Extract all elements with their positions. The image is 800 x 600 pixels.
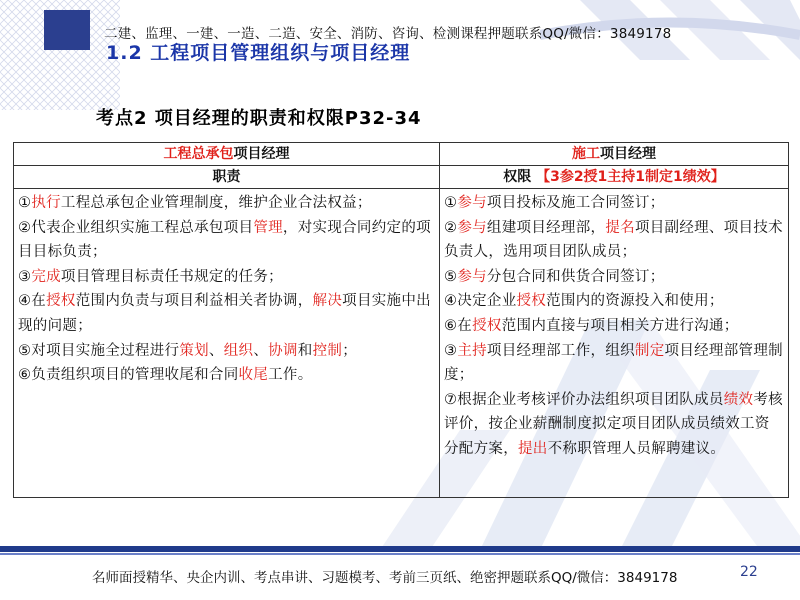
left-duties-list [18,191,435,388]
item-text: 范围内直接与项目相关方进行沟通； [501,317,739,334]
highlight-keyword: 制定 [634,342,665,359]
point-title: 考点2 项目经理的职责和权限P32-34 [96,108,422,129]
item-text: 项目实施中出现的问题； [18,293,431,334]
item-text: ② [444,219,458,236]
left-title-rest: 项目经理 [233,146,290,162]
item-text: ，对实现合同约定的项目目标负责； [18,219,431,261]
right-subtitle-main: 权限 [503,169,532,185]
item-text: ④在 [18,293,47,310]
left-column-title [14,143,440,166]
item-text: ① [18,195,32,211]
left-title-highlight: 工程总承包 [163,146,234,162]
left-subtitle: 职责 [212,169,241,185]
right-list-item [444,265,784,290]
right-title-highlight: 施工 [572,146,600,162]
highlight-keyword: 组织 [223,342,254,359]
footer-band [0,546,800,552]
item-text: ③ [18,268,32,285]
left-list-item [18,265,435,290]
item-text: 工程总承包企业管理制度，维护企业合法权益； [60,195,372,211]
right-column-subtitle [440,166,789,189]
item-text: 项目经理部管理制度； [444,342,783,384]
highlight-keyword: 管理 [253,219,283,236]
item-text: 不称职管理人员解聘建议。 [547,440,726,457]
duties-authority-table [13,142,789,498]
highlight-keyword: 授权 [516,293,547,310]
item-text: 项目副经理、项目技术负责人，选用项目团队成员； [444,219,783,261]
highlight-keyword: 策划 [179,342,209,359]
right-list-item [444,216,784,265]
left-list-item [18,339,435,364]
item-text: 、 [208,342,224,359]
item-text: 考核评价，按企业薪酬制度拟定项目团队成员绩效工资分配方案， [444,391,783,457]
header-notice: 二建、监理、一建、一造、二造、安全、消防、咨询、检测课程押题联系QQ/微信：3849178 [104,26,672,42]
highlight-keyword: 执行 [31,195,61,211]
item-text: ③ [444,342,458,359]
left-list-item [18,191,435,216]
section-title: 1.2 工程项目管理组织与项目经理 [106,42,411,64]
table-subheader-row [14,166,789,189]
item-text: 项目管理目标责任书规定的任务； [60,268,283,285]
highlight-keyword: 参与 [457,268,487,285]
item-text: ⑤对项目实施全过程进行 [18,342,180,359]
highlight-keyword: 解决 [312,293,343,310]
highlight-keyword: 授权 [46,293,76,310]
item-text: ① [444,195,458,211]
item-text: ④决定企业 [444,293,517,310]
item-text: 分包合同和供货合同签订； [486,268,665,285]
page-number: 22 [740,564,758,580]
item-text: 工作。 [268,367,313,384]
item-text: ②代表企业组织实施工程总承包项目 [18,219,254,236]
left-duties-cell [14,189,440,498]
item-text: 项目经理部工作，组织 [486,342,635,359]
highlight-keyword: 绩效 [723,391,754,408]
highlight-keyword: 主持 [457,342,487,359]
table-body-row [14,189,789,498]
right-list-item [444,314,784,339]
item-text: ⑦根据企业考核评价办法组织项目团队成员 [444,391,724,408]
item-text: ； [342,342,357,359]
right-list-item [444,191,784,216]
item-text: 组建项目经理部， [486,219,606,236]
highlight-keyword: 控制 [312,342,343,359]
item-text: ⑥负责组织项目的管理收尾和合同 [18,367,239,384]
highlight-keyword: 提名 [605,219,635,236]
left-list-item [18,363,435,388]
right-list-item [444,339,784,388]
table-header-row [14,143,789,166]
item-text: 项目投标及施工合同签订； [486,195,665,211]
right-list-item [444,289,784,314]
right-authority-list [444,191,784,462]
item-text: 范围内的资源投入和使用； [546,293,724,310]
highlight-keyword: 收尾 [238,367,269,384]
right-column-title [440,143,789,166]
highlight-keyword: 参与 [457,219,487,236]
highlight-keyword: 参与 [457,195,487,211]
item-text: 范围内负责与项目利益相关者协调， [75,293,313,310]
highlight-keyword: 提出 [518,440,548,457]
item-text: 和 [297,342,313,359]
header-square-decoration [44,10,90,50]
right-list-item [444,388,784,462]
left-list-item [18,216,435,265]
footer-band-thin [0,553,800,555]
left-column-subtitle [14,166,440,189]
highlight-keyword: 完成 [31,268,61,285]
right-subtitle-mnemonic: 【3参2授1主持1制定1绩效】 [536,169,725,185]
left-list-item [18,289,435,338]
item-text: 、 [253,342,269,359]
item-text: ⑤ [444,268,458,285]
item-text: ⑥在 [444,317,473,334]
right-authority-cell [440,189,789,498]
right-title-rest: 项目经理 [600,146,656,162]
highlight-keyword: 协调 [268,342,298,359]
footer-notice: 名师面授精华、央企内训、考点串讲、习题模考、考前三页纸、绝密押题联系QQ/微信：3849178 [92,570,678,586]
highlight-keyword: 授权 [472,317,502,334]
